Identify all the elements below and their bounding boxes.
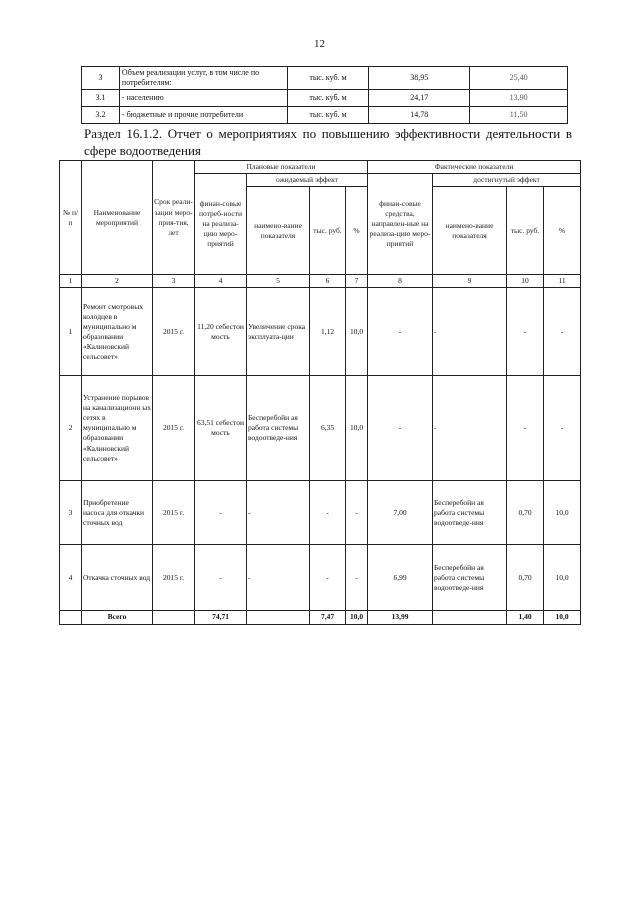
row-name: - бюджетные и прочие потребители [119, 107, 287, 124]
measure-plan-thousand: 6,35 [310, 376, 346, 481]
header-row-1 [60, 161, 581, 174]
measure-fact-finance: 7,00 [368, 481, 433, 545]
header-fact-percent: % [544, 187, 581, 275]
header-plan-percent: % [346, 187, 368, 275]
row-number: 3.1 [82, 90, 120, 107]
measure-num: 2 [60, 376, 82, 481]
measure-fact-percent: - [544, 376, 581, 481]
measures-table [59, 160, 581, 625]
measure-fact-indicator: Бесперебойн ая работа системы водоотведе-ния [433, 545, 507, 611]
column-number: 6 [310, 275, 346, 288]
row-name: - населению [119, 90, 287, 107]
measure-plan-percent: 10,0 [346, 288, 368, 376]
measure-fact-percent: 10,0 [544, 545, 581, 611]
header-fact-finance: финан-совые средства, направлен-ные на реализа-цию меро-приятий [368, 174, 433, 275]
header-plan-thousand: тыс. руб. [310, 187, 346, 275]
measure-plan-indicator: Увеличение срока эксплуата-ции [247, 288, 310, 376]
total-empty-num [60, 611, 82, 624]
row-number: 3.2 [82, 107, 120, 124]
measure-fact-indicator: - [433, 288, 507, 376]
total-empty-term [153, 611, 195, 624]
measure-fact-finance: - [368, 288, 433, 376]
measure-name: Приобретение насоса для откачки сточных вод [82, 481, 153, 545]
column-number: 2 [82, 275, 153, 288]
measure-plan-finance: 11,20 себестои мость [195, 288, 247, 376]
column-number: 7 [346, 275, 368, 288]
header-fact-indicator: наимено-вание показателя [433, 187, 507, 275]
column-number: 9 [433, 275, 507, 288]
total-label: Всего [82, 611, 153, 624]
column-number: 1 [60, 275, 82, 288]
measure-fact-finance: - [368, 376, 433, 481]
row-unit: тыс. куб. м [287, 67, 369, 90]
measure-num: 3 [60, 481, 82, 545]
measure-num: 4 [60, 545, 82, 611]
sales-volume-row [82, 90, 568, 107]
measure-fact-percent: 10,0 [544, 481, 581, 545]
measure-name: Устранение порывов на канализационн ых сетях в муниципально м образовании «Калиновский сельсовет» [82, 376, 153, 481]
row-unit: тыс. куб. м [287, 90, 369, 107]
measure-plan-percent: - [346, 481, 368, 545]
total-empty-fact-indicator [433, 611, 507, 624]
measure-plan-finance: - [195, 545, 247, 611]
column-number: 3 [153, 275, 195, 288]
total-fact-thousand: 1,40 [507, 611, 544, 624]
measure-plan-thousand: 1,12 [310, 288, 346, 376]
header-fact-thousand: тыс. руб. [507, 187, 544, 275]
measure-plan-finance: - [195, 481, 247, 545]
total-fact-percent: 10,0 [544, 611, 581, 624]
measure-fact-percent: - [544, 288, 581, 376]
column-number: 11 [544, 275, 581, 288]
header-plan-finance: финан-совые потреб-ности на реализа-цию меро-приятий [195, 174, 247, 275]
column-number: 4 [195, 275, 247, 288]
row-plan-value: 24,17 [369, 90, 470, 107]
measure-row [60, 288, 581, 376]
measure-plan-indicator: Бесперебойн ая работа системы водоотведе-ния [247, 376, 310, 481]
column-number: 8 [368, 275, 433, 288]
row-fact-value: 25,40 [470, 67, 568, 90]
row-unit: тыс. куб. м [287, 107, 369, 124]
row-fact-value: 11,50 [470, 107, 568, 124]
measure-plan-indicator: - [247, 481, 310, 545]
column-numbers-row [60, 275, 581, 288]
header-name: Наименование мероприятий [82, 161, 153, 275]
measure-fact-thousand: - [507, 288, 544, 376]
header-fact-effect: достигнутый эффект [433, 174, 581, 187]
section-heading: Раздел 16.1.2. Отчет о мероприятиях по повышению эффективности деятельности в сфере водоотведения [84, 126, 572, 158]
header-plan-effect: ожидаемый эффект [247, 174, 368, 187]
page-number: 12 [314, 38, 325, 50]
measure-plan-thousand: - [310, 481, 346, 545]
measure-num: 1 [60, 288, 82, 376]
column-number: 10 [507, 275, 544, 288]
measure-name: Откачка сточных вод [82, 545, 153, 611]
header-term: Срок реали-зации меро-прия-тия, лет [153, 161, 195, 275]
measure-fact-indicator: Бесперебойн ая работа системы водоотведе-ния [433, 481, 507, 545]
measure-plan-finance: 63,51 себестои мость [195, 376, 247, 481]
column-number: 5 [247, 275, 310, 288]
measure-plan-percent: - [346, 545, 368, 611]
sales-volume-table [81, 66, 568, 124]
measure-fact-thousand: - [507, 376, 544, 481]
row-plan-value: 14,78 [369, 107, 470, 124]
measure-fact-indicator: - [433, 376, 507, 481]
header-plan-indicator: наимено-вание показателя [247, 187, 310, 275]
measure-fact-thousand: 0,70 [507, 481, 544, 545]
total-fact-finance: 13,99 [368, 611, 433, 624]
measure-row [60, 376, 581, 481]
row-name: Объем реализации услуг, в том числе по потребителям: [119, 67, 287, 90]
measure-plan-percent: 10,0 [346, 376, 368, 481]
measure-plan-indicator: - [247, 545, 310, 611]
total-plan-thousand: 7,47 [310, 611, 346, 624]
measure-fact-finance: 6,99 [368, 545, 433, 611]
measure-fact-thousand: 0,70 [507, 545, 544, 611]
row-fact-value: 13,90 [470, 90, 568, 107]
sales-volume-row [82, 107, 568, 124]
measure-term: 2015 г. [153, 545, 195, 611]
measure-term: 2015 г. [153, 376, 195, 481]
measure-term: 2015 г. [153, 481, 195, 545]
row-number: 3 [82, 67, 120, 90]
measure-name: Ремонт смотровых колодцев в муниципально м образовании «Калиновский сельсовет» [82, 288, 153, 376]
measure-row [60, 545, 581, 611]
measure-term: 2015 г. [153, 288, 195, 376]
measure-row [60, 481, 581, 545]
header-plan-group: Плановые показатели [195, 161, 368, 174]
total-plan-finance: 74,71 [195, 611, 247, 624]
sales-volume-row [82, 67, 568, 90]
total-row [60, 611, 581, 624]
total-empty-plan-indicator [247, 611, 310, 624]
measure-plan-thousand: - [310, 545, 346, 611]
header-num: № п/ п [60, 161, 82, 275]
header-fact-group: Фактические показатели [368, 161, 581, 174]
row-plan-value: 38,95 [369, 67, 470, 90]
total-plan-percent: 10,0 [346, 611, 368, 624]
